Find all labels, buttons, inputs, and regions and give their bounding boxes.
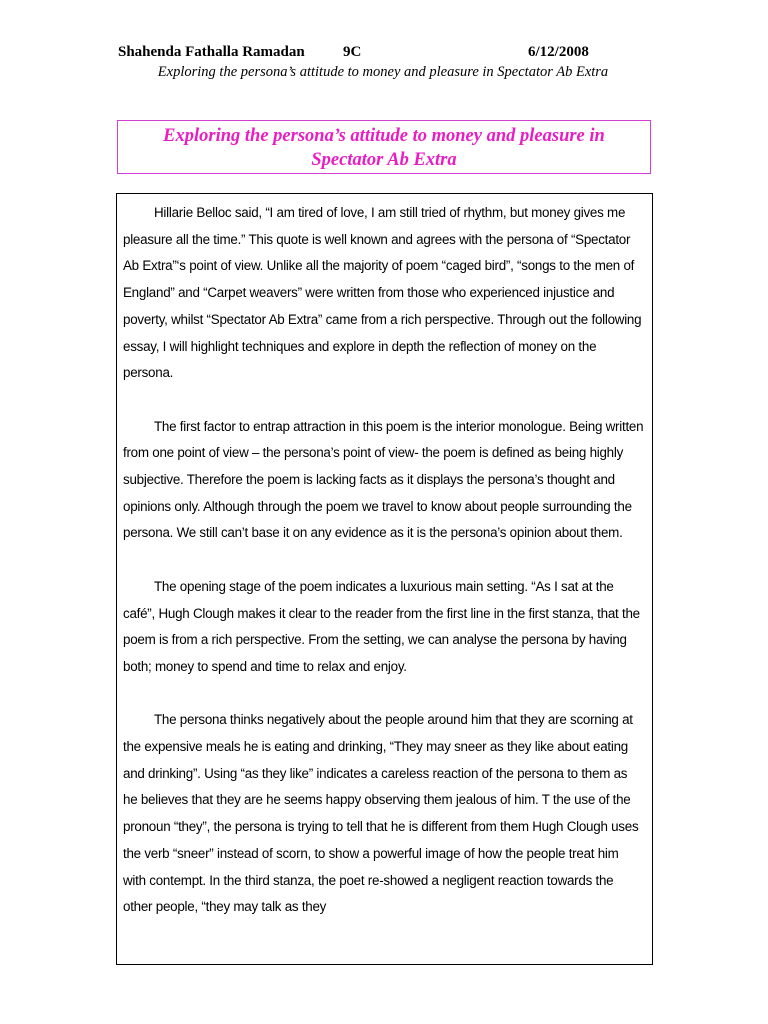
essay-title-line-1: Exploring the persona’s attitude to money and pleasure in [163, 126, 605, 146]
essay-body [116, 193, 653, 965]
document-date: 6/12/2008 [528, 44, 589, 60]
document-header [118, 44, 678, 64]
class-label: 9C [343, 44, 362, 60]
author-name: Shahenda Fathalla Ramadan [118, 44, 305, 60]
paragraph-4: The persona thinks negatively about the people around him that they are scorning at the expensive meals he is eating and drinking, “They may sneer as they like about eating and drinking”. Using “as they like” indicates a careless reaction of the persona to them as he believes that they are he seems happy observing them jealous of him. T the use of the pronoun “they”, the persona is trying to tell that he is different from them Hugh Clough uses the verb “sneer” instead of scorn, to show a powerful image of how the people treat him with contempt. In the third stanza, the poet re-showed a negligent reaction towards the other people, “they may talk as they [123, 712, 639, 915]
paragraph-1: Hillarie Belloc said, “I am tired of love, I am still tried of rhythm, but money gives me pleasure all the time.” This quote is well known and agrees with the persona of “Spectator Ab Extra”‘s point of view. Unlike all the majority of poem “caged bird”, “songs to the men of England” and “Carpet weavers” were written from those who experienced injustice and poverty, whilst “Spectator Ab Extra” came from a rich perspective. Through out the following essay, I will highlight techniques and explore in depth the reflection of money on the persona. [123, 205, 642, 381]
header-subtitle: Exploring the persona’s attitude to money and pleasure in Spectator Ab Extra [157, 64, 609, 80]
essay-title-line-2: Spectator Ab Extra [311, 150, 457, 170]
paragraph-3: The opening stage of the poem indicates a luxurious main setting. “As I sat at the café”, Hugh Clough makes it clear to the reader from the first line in the first stanza, that the poem is from a rich perspective. From the setting, we can analyse the persona by having both; money to spend and time to relax and enjoy. [123, 578, 640, 674]
paragraph-2: The first factor to entrap attraction in this poem is the interior monologue. Being written from one point of view – the persona’s point of view- the poem is defined as being highly subjective. Therefore the poem is lacking facts as it displays the persona’s thought and opinions only. Although through the poem we travel to know about people surrounding the persona. We still can’t base it on any evidence as it is the persona’s opinion about them. [123, 418, 644, 541]
essay-title-box [117, 120, 651, 174]
